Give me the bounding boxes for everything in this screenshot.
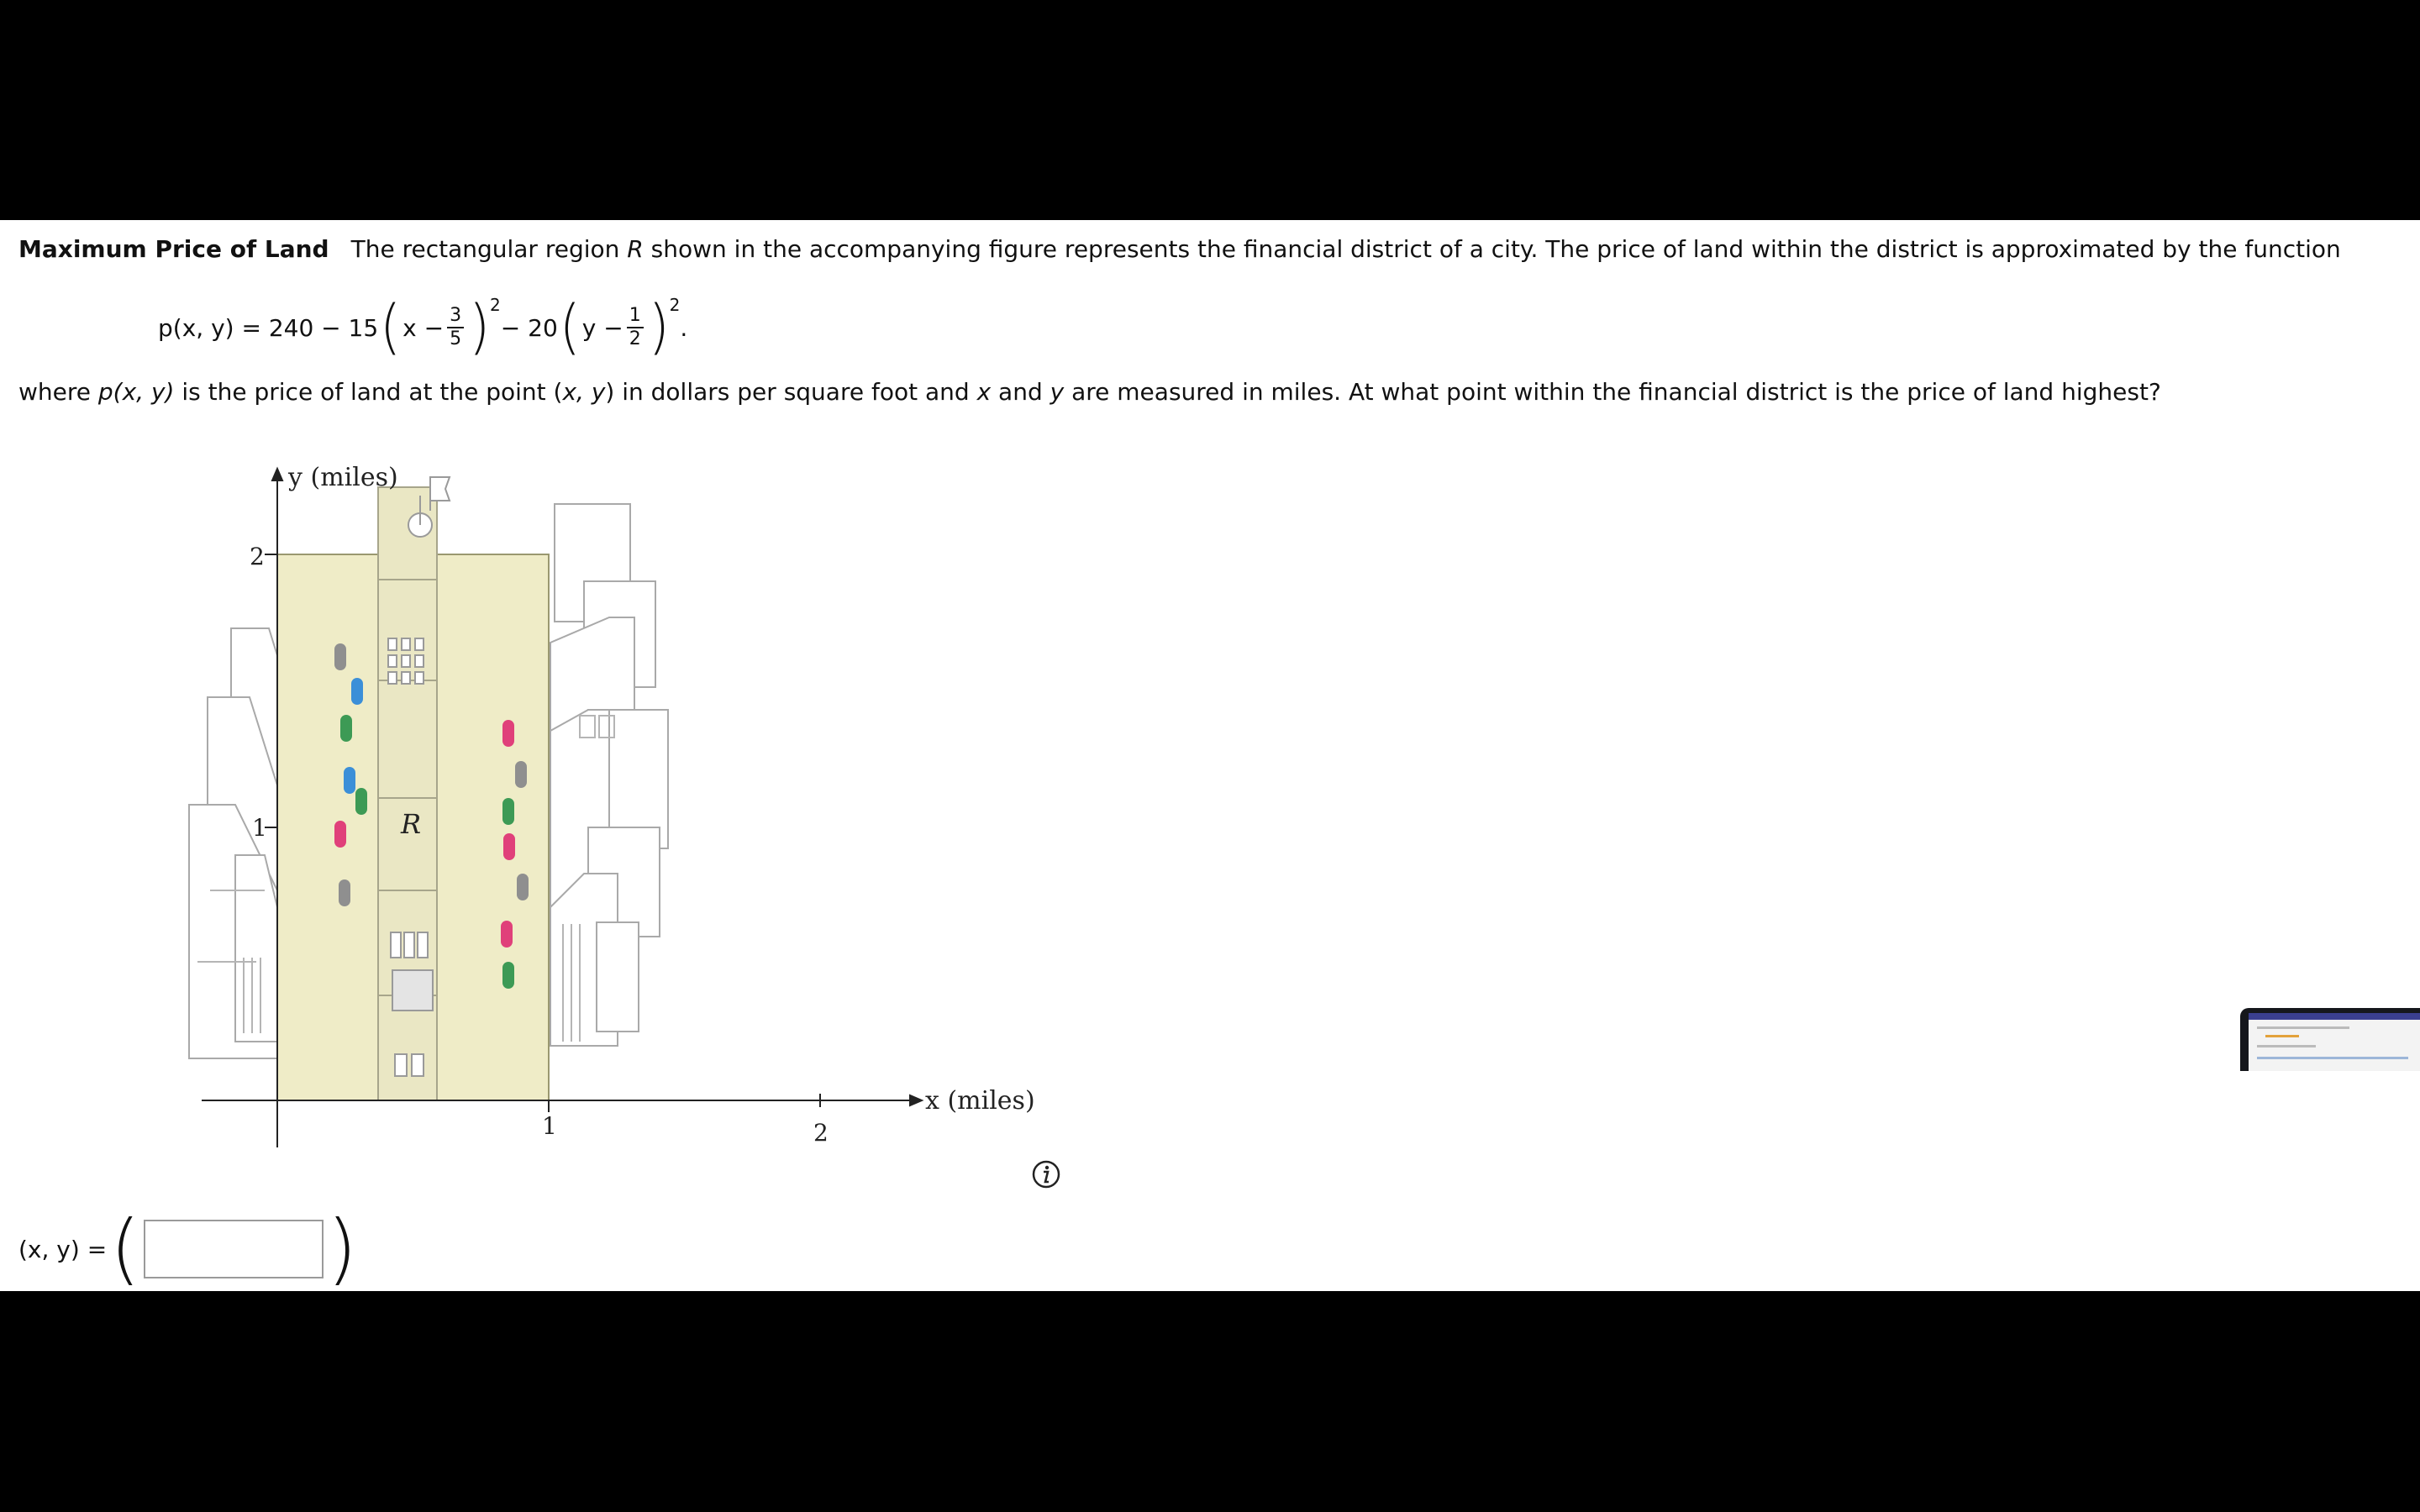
car bbox=[340, 715, 352, 742]
intro-text-end: shown in the accompanying figure represents the financial district of a city. The price of land within the district is approximated by the function bbox=[643, 235, 2341, 263]
x-tick-1: 1 bbox=[542, 1112, 557, 1140]
x-tick-2: 2 bbox=[813, 1119, 829, 1147]
answer-input[interactable] bbox=[144, 1220, 324, 1278]
problem-panel bbox=[0, 220, 2420, 1294]
screen-thumbnail[interactable] bbox=[2240, 1008, 2420, 1071]
info-icon[interactable] bbox=[1031, 1159, 1061, 1189]
y-tick-1: 1 bbox=[252, 814, 267, 842]
x-axis-label: x (miles) bbox=[925, 1086, 1035, 1116]
buildings-right bbox=[550, 504, 668, 1046]
price-function: p(x, y) = 240 − 15 ( x − $\frac{3}{5}$ ) 2 − 20 ( y − $\frac{1}{2}$ ) 2 . bbox=[158, 293, 688, 362]
financial-district-figure bbox=[189, 454, 1035, 1147]
car bbox=[503, 833, 515, 860]
eq-term2-var: y − bbox=[581, 313, 623, 342]
answer-label: (x, y) = bbox=[18, 1235, 108, 1263]
y-axis-label: y (miles) bbox=[288, 463, 398, 492]
car bbox=[344, 767, 355, 794]
car bbox=[502, 720, 514, 747]
car bbox=[502, 962, 514, 989]
intro-text-start: The rectangular region bbox=[350, 235, 628, 263]
intro-region-var: R bbox=[627, 235, 644, 263]
car bbox=[334, 643, 346, 670]
answer-row: (x, y) = ( ) bbox=[18, 1204, 357, 1294]
where-text: where p(x, y) is the price of land at the point (x, y) in dollars per square foot and x and y are measured in miles. At what point within the financial district is the price of land highest? bbox=[18, 378, 2161, 406]
car bbox=[515, 761, 527, 788]
eq-mid: − 20 bbox=[500, 313, 558, 342]
car bbox=[502, 798, 514, 825]
y-tick-2: 2 bbox=[250, 543, 265, 570]
car bbox=[517, 874, 529, 900]
car bbox=[501, 921, 513, 948]
eq-fraction-3-5: $\frac{3}{5}$ bbox=[447, 307, 464, 349]
eq-lhs: p(x, y) = 240 − 15 bbox=[158, 313, 379, 342]
car bbox=[355, 788, 367, 815]
eq-exponent-2: 2 bbox=[669, 295, 681, 315]
car bbox=[351, 678, 363, 705]
problem-statement bbox=[18, 235, 2341, 263]
eq-exponent-1: 2 bbox=[490, 295, 501, 315]
eq-term1-var: x − bbox=[402, 313, 445, 342]
car bbox=[334, 821, 346, 848]
problem-title: Maximum Price of Land bbox=[18, 235, 329, 263]
region-r-label: R bbox=[401, 808, 422, 840]
eq-end: . bbox=[680, 313, 688, 342]
flag-icon bbox=[430, 477, 450, 501]
eq-fraction-1-2: $\frac{1}{2}$ bbox=[627, 307, 644, 349]
car bbox=[339, 879, 350, 906]
